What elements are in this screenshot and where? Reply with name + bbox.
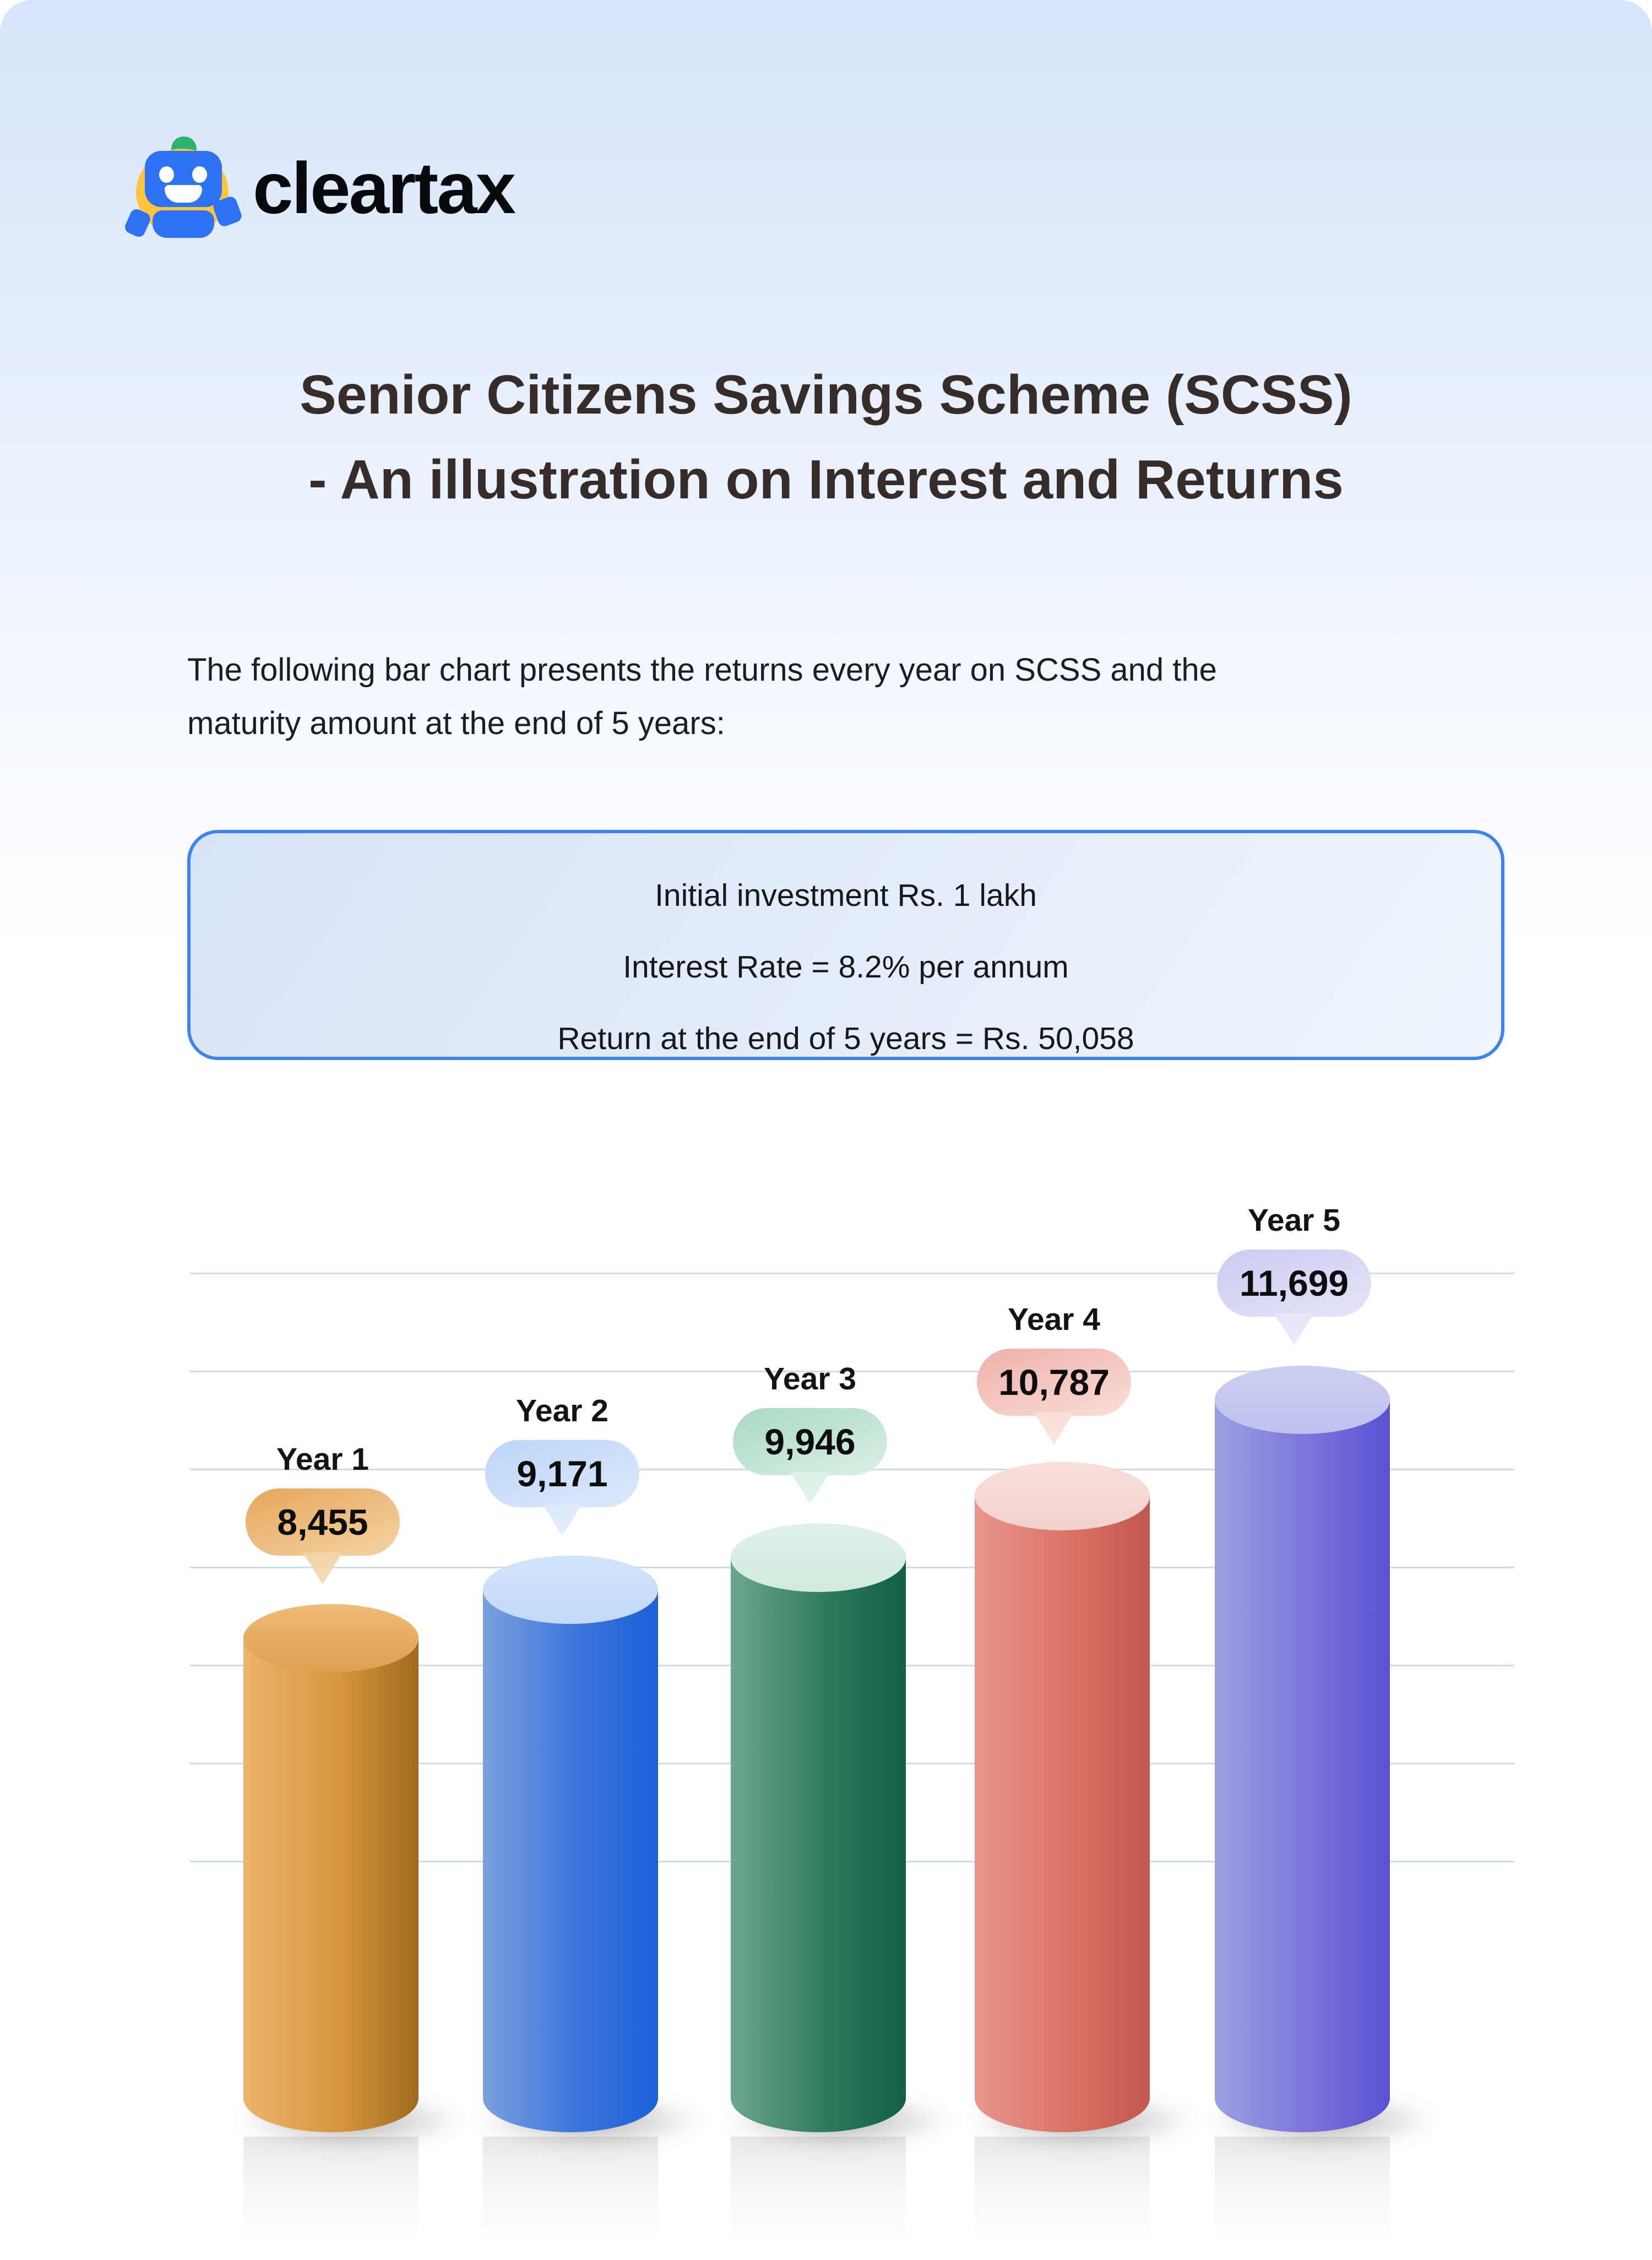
bar-cylinder — [1215, 1366, 1390, 2132]
bar-reflection — [243, 2137, 419, 2241]
value-label: 9,946 — [764, 1421, 856, 1462]
bar-cylinder-top — [483, 1556, 658, 1624]
value-bubble — [485, 1440, 639, 1507]
bar-cylinder — [483, 1556, 658, 2132]
page-title-line1: Senior Citizens Savings Scheme (SCSS) — [300, 364, 1352, 426]
category-label: Year 3 — [764, 1361, 856, 1397]
intro-line1: The following bar chart presents the returns every year on SCSS and the — [187, 652, 1217, 688]
bar-reflection — [483, 2137, 658, 2241]
brand-wordmark: cleartax — [253, 147, 515, 229]
value-label: 10,787 — [998, 1362, 1110, 1403]
bar-cylinder-top — [731, 1524, 906, 1592]
bar-cylinder-top — [243, 1604, 419, 1672]
value-bubble-pointer — [1270, 1313, 1318, 1345]
category-label: Year 5 — [1248, 1203, 1340, 1238]
bar-cylinder-top — [1215, 1366, 1390, 1434]
value-bubble — [733, 1408, 887, 1475]
bar-reflection — [731, 2137, 906, 2241]
category-label: Year 4 — [1008, 1302, 1100, 1337]
value-bubble-pointer — [786, 1472, 834, 1504]
value-bubble-pointer — [539, 1504, 586, 1536]
bar-reflection — [975, 2137, 1150, 2241]
value-bubble-pointer — [299, 1552, 346, 1584]
bar-cylinder-top — [975, 1462, 1150, 1530]
initial-investment-text: Initial investment Rs. 1 lakh — [655, 878, 1037, 913]
total-return-text: Return at the end of 5 years = Rs. 50,058 — [557, 1021, 1134, 1056]
value-bubble — [246, 1488, 400, 1556]
interest-rate-text: Interest Rate = 8.2% per annum — [623, 949, 1069, 985]
bar-cylinder — [731, 1524, 906, 2132]
bar-reflection — [1215, 2137, 1390, 2241]
value-label: 11,699 — [1239, 1263, 1349, 1303]
value-bubble — [1217, 1249, 1371, 1317]
category-label: Year 2 — [516, 1393, 608, 1428]
value-bubble-pointer — [1030, 1412, 1078, 1444]
bar-cylinder — [975, 1462, 1150, 2132]
intro-line2: maturity amount at the end of 5 years: — [187, 705, 725, 741]
category-label: Year 1 — [276, 1442, 369, 1477]
bar-cylinder — [243, 1604, 419, 2132]
value-label: 9,171 — [517, 1453, 608, 1494]
value-bubble — [977, 1349, 1131, 1416]
page-title-line2: - An illustration on Interest and Returns — [308, 449, 1344, 510]
value-label: 8,455 — [277, 1502, 368, 1542]
